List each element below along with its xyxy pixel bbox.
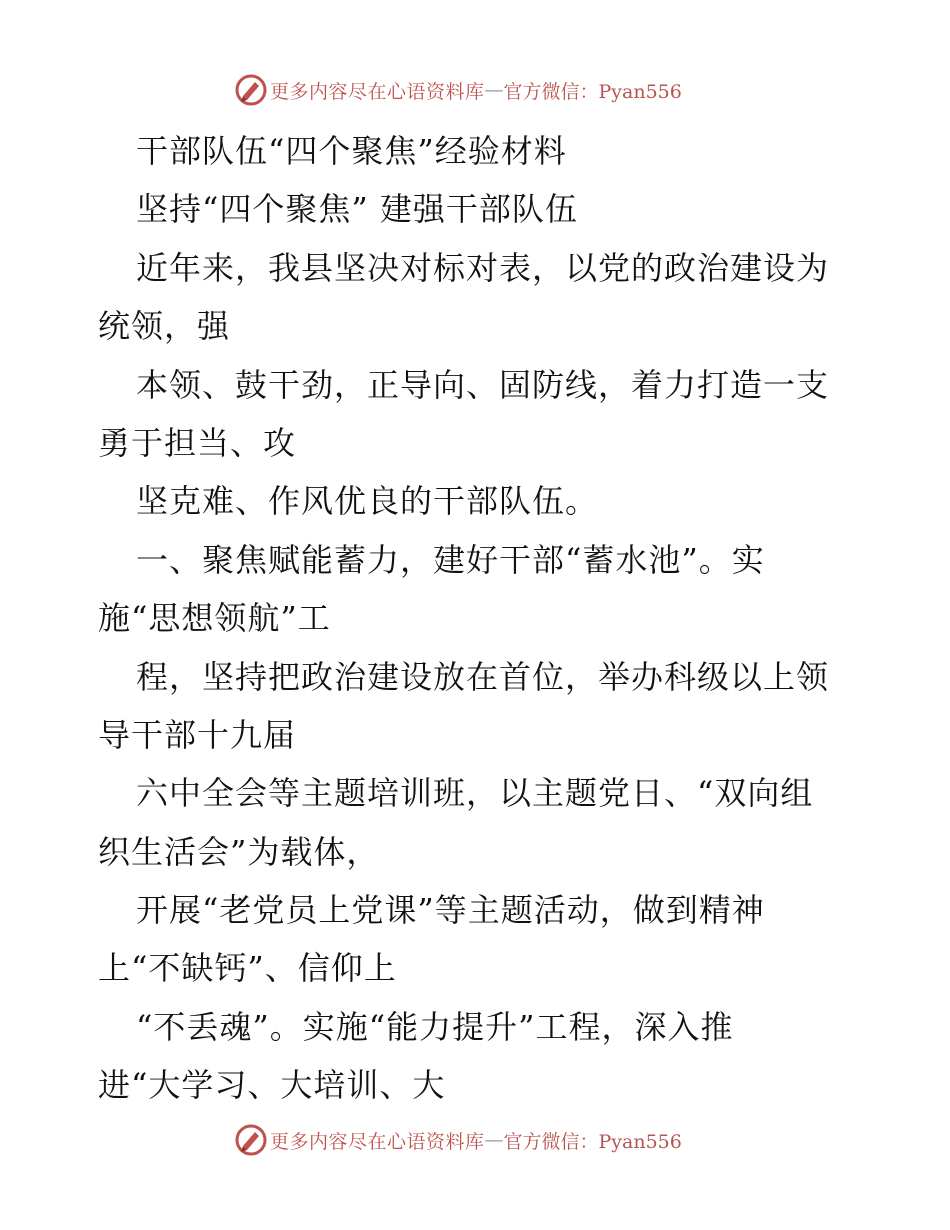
banner-text: 更多内容尽在心语资料库 — [270, 80, 485, 103]
text-line: 织生活会”为载体， — [98, 832, 380, 871]
document-body — [98, 122, 858, 1115]
pen-logo-icon — [234, 73, 268, 107]
text-line: 近年来，我县坚决对标对表，以党的政治建设为 — [136, 248, 830, 287]
text-line: 六中全会等主题培训班，以主题党日、“双向组 — [136, 774, 814, 813]
section-heading: 一、聚焦赋能蓄力，建好干部“蓄水池”。实 — [136, 540, 765, 579]
document-subtitle: 坚持“四个聚焦” 建强干部队伍 — [136, 190, 578, 229]
text-line: 勇于担当、攻 — [98, 423, 297, 462]
footer-watermark-banner — [234, 1120, 682, 1160]
banner-text: 更多内容尽在心语资料库 — [270, 1130, 485, 1153]
text-line: 统领，强 — [98, 307, 231, 346]
text-line: 施“思想领航”工 — [98, 599, 331, 638]
text-line: 本领、鼓干劲，正导向、固防线，着力打造一支 — [136, 365, 830, 404]
text-line: 导干部十九届 — [98, 715, 297, 754]
text-line: 开展“老党员上党课”等主题活动，做到精神 — [136, 891, 765, 930]
header-watermark-banner — [234, 70, 682, 110]
text-line: 上“不缺钙”、信仰上 — [98, 949, 397, 988]
banner-separator: — — [484, 1129, 504, 1151]
text-line: 程，坚持把政治建设放在首位，举办科级以上领 — [136, 657, 830, 696]
text-line: “不丢魂”。实施“能力提升”工程，深入推 — [136, 1007, 734, 1046]
banner-contact: 官方微信：Pyan556 — [503, 1130, 682, 1153]
text-line: 进“大学习、大培训、大 — [98, 1066, 446, 1105]
banner-separator: — — [484, 79, 504, 101]
banner-contact: 官方微信：Pyan556 — [503, 80, 682, 103]
pen-logo-icon — [234, 1123, 268, 1157]
document-title: 干部队伍“四个聚焦”经验材料 — [136, 132, 567, 170]
text-line: 坚克难、作风优良的干部队伍。 — [136, 482, 599, 521]
